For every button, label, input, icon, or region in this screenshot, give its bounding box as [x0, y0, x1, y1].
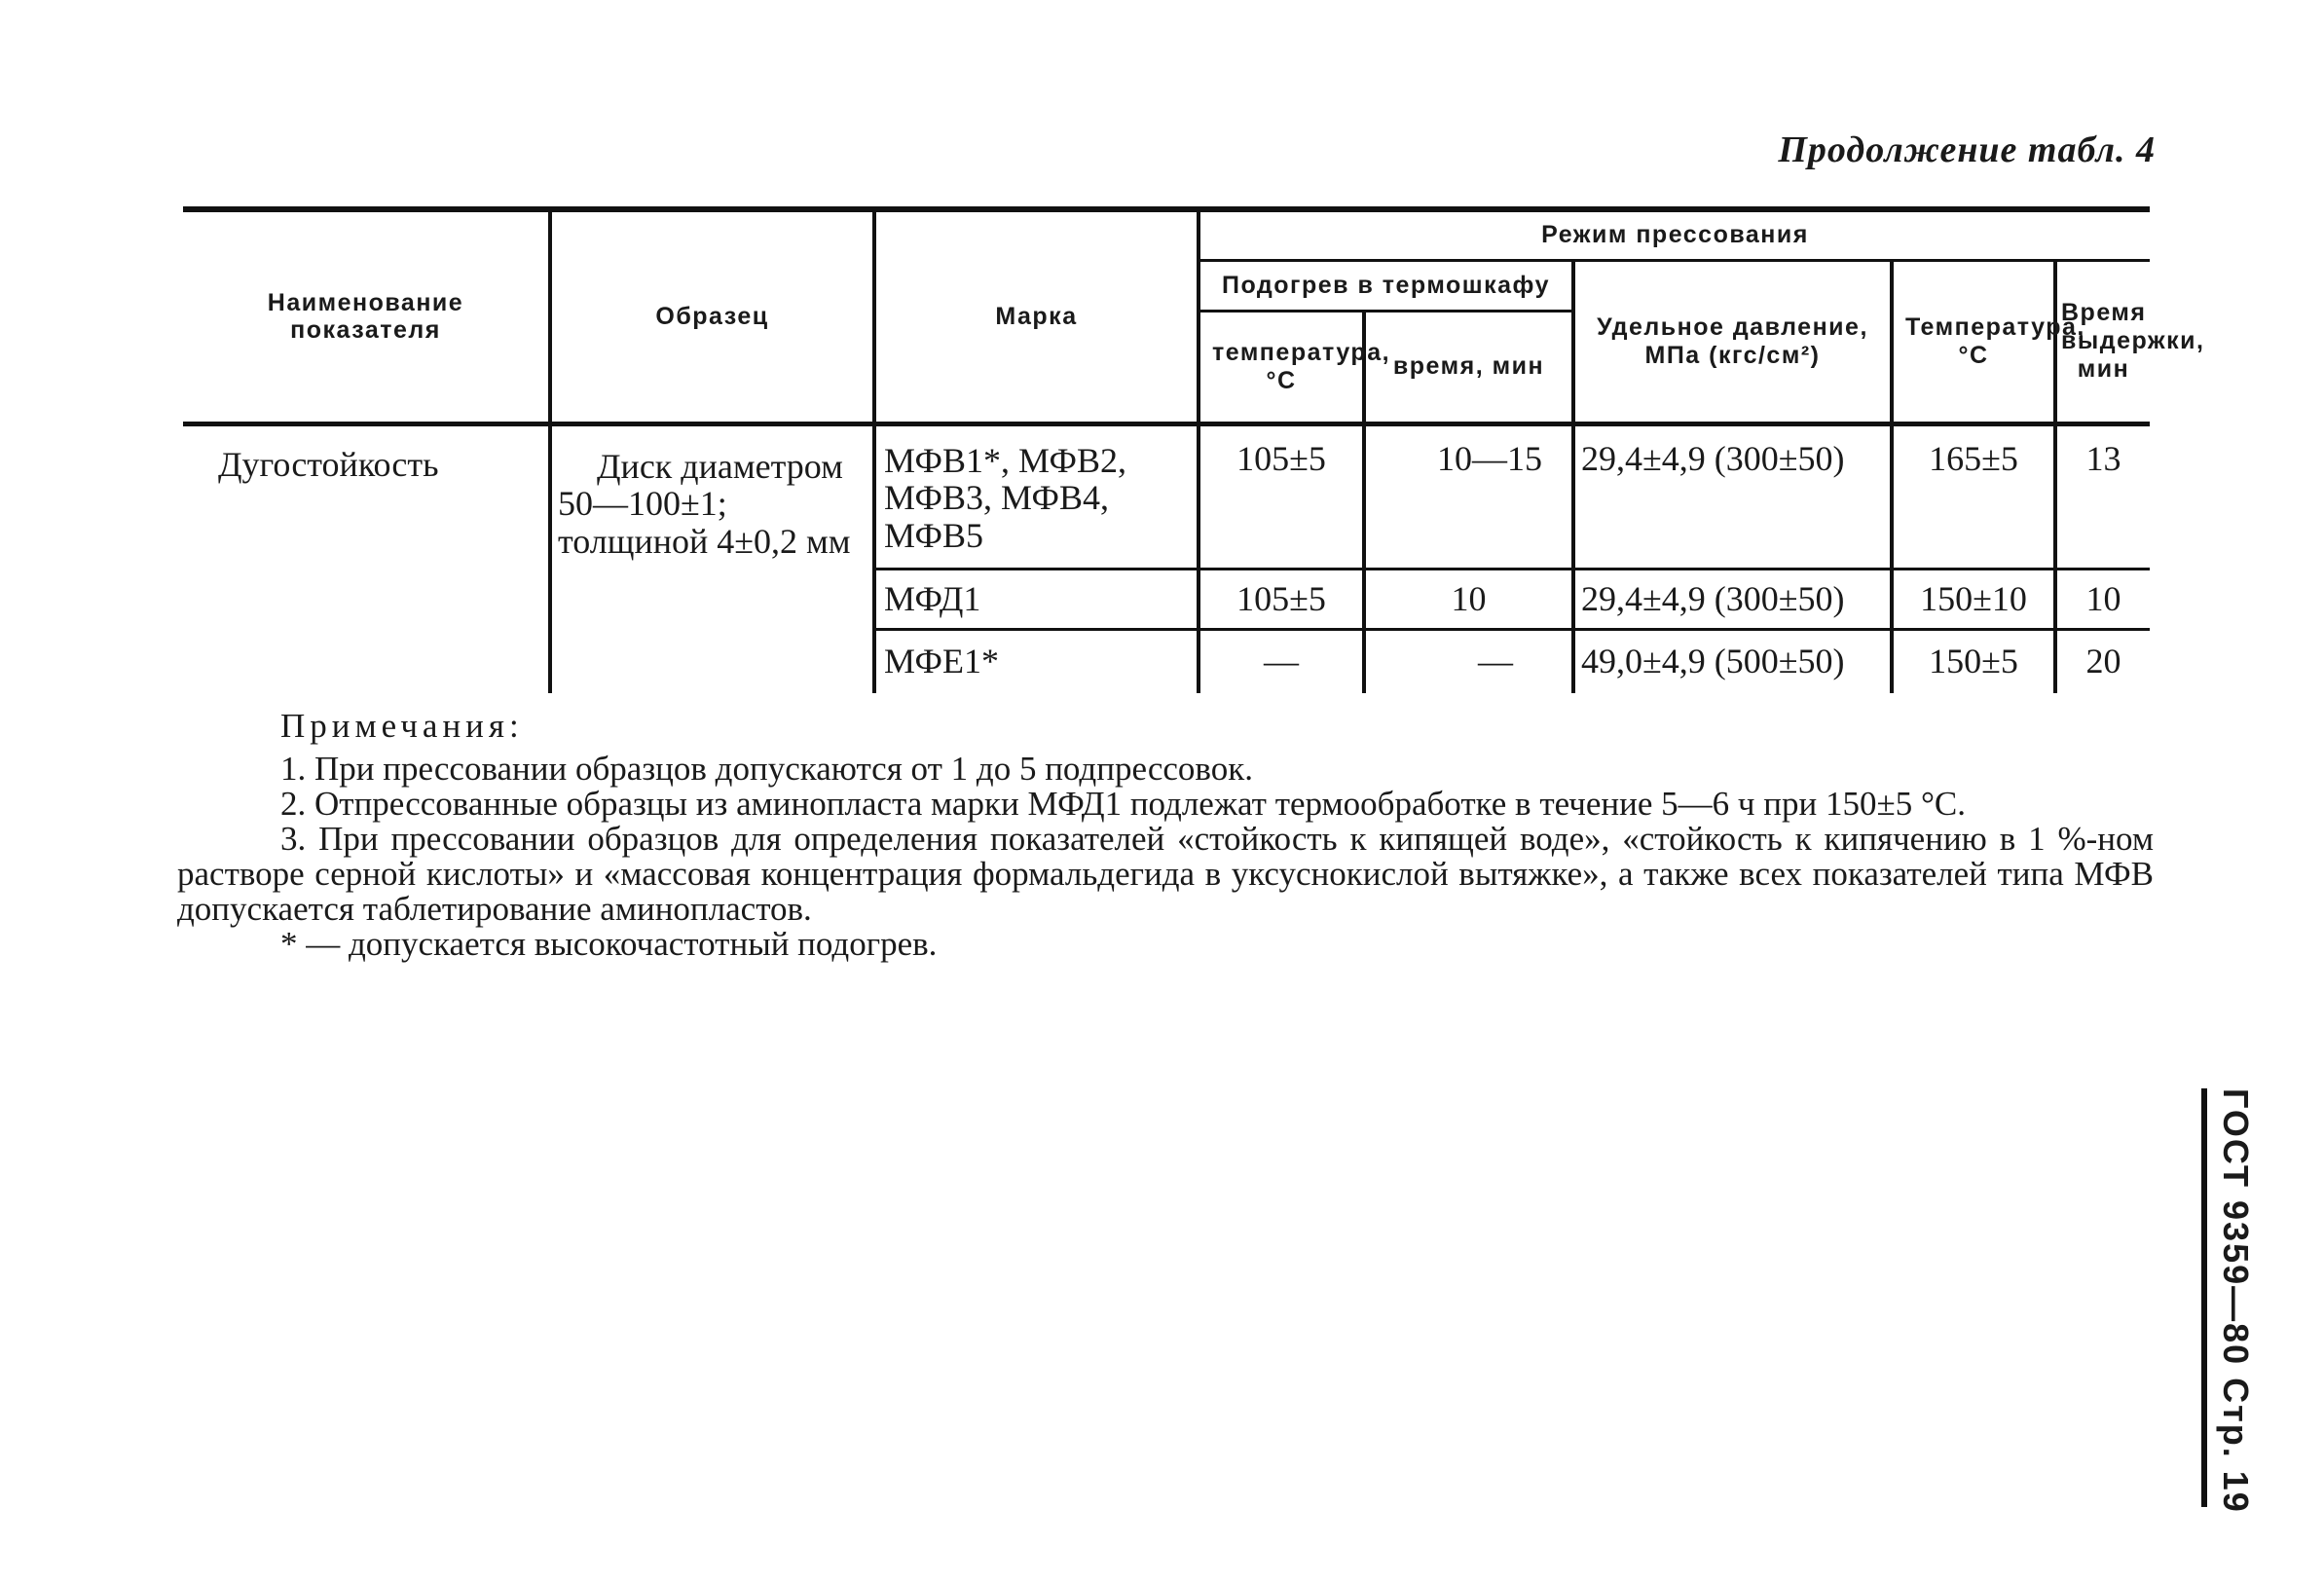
note-1: 1. При прессовании образцов допускаются от 1 до 5 подпрессовок. — [280, 750, 1253, 788]
pressure-1: 29,4±4,9 (300±50) — [1573, 423, 1892, 569]
note-3: 3. При прессовании образцов для определения показателей «стойкость к кипящей воде», «стойкость к кипячению в 1 %-ном растворе серной кислоты» и «массовая концентрация формальдегида в уксуснокислой вытяжке», а также всех показателей типа МФВ допускается таблетирование аминопластов. — [177, 820, 2154, 928]
note-footnote: * — допускается высокочастотный подогрев. — [280, 925, 938, 963]
hold-2: 10 — [2055, 569, 2150, 629]
sample-cell: Диск диаметром 50—100±1; толщиной 4±0,2 мм — [550, 423, 874, 693]
temperature-1: 165±5 — [1892, 423, 2055, 569]
preheat-time-3: — — [1364, 629, 1573, 693]
hold-1: 13 — [2055, 423, 2150, 569]
mark-cell-1: МФВ1*, МФВ2, МФВ3, МФВ4, МФВ5 — [874, 423, 1199, 569]
indicator-cell: Дугостойкость — [218, 444, 439, 484]
hold-3: 20 — [2055, 629, 2150, 693]
header-preheat-temp: температура, °С — [1199, 311, 1364, 423]
preheat-temp-3: — — [1199, 629, 1364, 693]
gost-page-label: ГОСТ 9359—80 Стр. 19 — [2216, 1088, 2256, 1514]
pressing-mode-table — [183, 206, 2205, 693]
side-label — [2215, 1088, 2273, 1514]
header-preheat-time: время, мин — [1364, 311, 1573, 423]
temperature-3: 150±5 — [1892, 629, 2055, 693]
header-indicator: Наименование показателя — [183, 209, 550, 423]
preheat-temp-2: 105±5 — [1199, 569, 1364, 629]
preheat-temp-1: 105±5 — [1199, 423, 1364, 569]
header-pressing-mode: Режим прессования — [1199, 209, 2150, 260]
header-sample: Образец — [550, 209, 874, 423]
preheat-time-1: 10—15 — [1364, 423, 1573, 569]
mark-cell-3: МФЕ1* — [874, 629, 1199, 693]
mark-cell-2: МФД1 — [874, 569, 1199, 629]
preheat-time-2: 10 — [1364, 569, 1573, 629]
notes-block — [177, 709, 2154, 962]
header-temperature: Температура, °С — [1892, 260, 2055, 423]
note-2: 2. Отпрессованные образцы из аминопласта марки МФД1 подлежат термообработке в течение 5—6 ч при 150±5 °С. — [280, 785, 1967, 823]
pressure-2: 29,4±4,9 (300±50) — [1573, 569, 1892, 629]
notes-header: Примечания: — [280, 707, 524, 745]
temperature-2: 150±10 — [1892, 569, 2055, 629]
continuation-title: Продолжение табл. 4 — [1778, 129, 2156, 170]
header-mark: Марка — [874, 209, 1199, 423]
pressure-3: 49,0±4,9 (500±50) — [1573, 629, 1892, 693]
side-rule — [2201, 1088, 2207, 1507]
header-pressure: Удельное давление, МПа (кгс/см²) — [1573, 260, 1892, 423]
header-preheat: Подогрев в термошкафу — [1199, 260, 1573, 311]
header-hold-time: Время выдержки, мин — [2055, 260, 2150, 423]
